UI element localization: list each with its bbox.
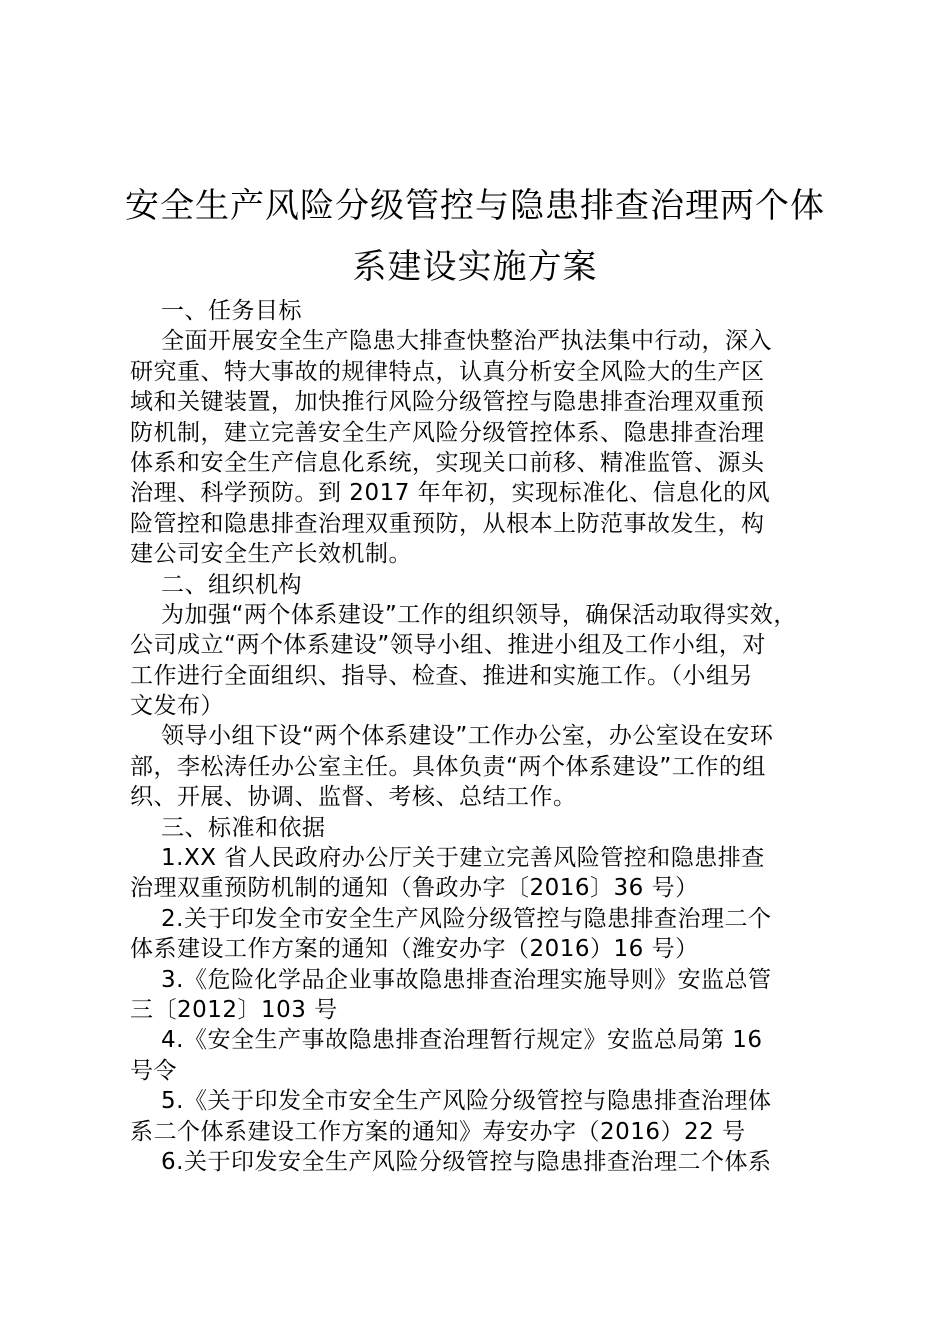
paragraph-line: 治理、科学预防。到 2017 年年初，实现标准化、信息化的风 <box>130 480 771 507</box>
paragraph-line: 公司成立“两个体系建设”领导小组、推进小组及工作小组，对 <box>130 632 766 659</box>
paragraph-line: 文发布） <box>130 693 224 720</box>
reference-item-continued: 三〔2012〕103 号 <box>130 996 338 1023</box>
reference-item: 5.《关于印发全市安全生产风险分级管控与隐患排查治理体 <box>161 1088 772 1115</box>
reference-item: 4.《安全生产事故隐患排查治理暂行规定》安监总局第 16 <box>161 1027 763 1054</box>
document-title-line-1: 安全生产风险分级管控与隐患排查治理两个体 <box>125 186 825 226</box>
reference-item: 3.《危险化学品企业事故隐患排查治理实施导则》安监总管 <box>161 966 772 993</box>
reference-item-continued: 系二个体系建设工作方案的通知》寿安办字（2016）22 号 <box>130 1118 746 1145</box>
reference-item-continued: 治理双重预防机制的通知（鲁政办字〔2016〕36 号） <box>130 875 699 902</box>
paragraph-line: 研究重、特大事故的规律特点，认真分析安全风险大的生产区 <box>130 358 765 385</box>
paragraph-line: 织、开展、协调、监督、考核、总结工作。 <box>130 784 577 811</box>
reference-item: 2.关于印发全市安全生产风险分级管控与隐患排查治理二个 <box>161 905 772 932</box>
paragraph-line: 险管控和隐患排查治理双重预防，从根本上防范事故发生，构 <box>130 510 765 537</box>
paragraph-line: 域和关键装置，加快推行风险分级管控与隐患排查治理双重预 <box>130 389 765 416</box>
paragraph-line: 工作进行全面组织、指导、检查、推进和实施工作。（小组另 <box>130 662 753 689</box>
section-heading-organization: 二、组织机构 <box>161 571 302 598</box>
paragraph-line: 防机制，建立完善安全生产风险分级管控体系、隐患排查治理 <box>130 419 765 446</box>
section-heading-standards: 三、标准和依据 <box>161 814 326 841</box>
paragraph-line: 领导小组下设“两个体系建设”工作办公室，办公室设在安环 <box>161 723 774 750</box>
paragraph-line: 体系和安全生产信息化系统，实现关口前移、精准监管、源头 <box>130 449 765 476</box>
document-title-line-2: 系建设实施方案 <box>352 247 598 287</box>
paragraph-line: 建公司安全生产长效机制。 <box>130 541 412 568</box>
reference-item: 1.XX 省人民政府办公厅关于建立完善风险管控和隐患排查 <box>161 845 765 872</box>
reference-item-continued: 号令 <box>130 1057 177 1084</box>
document-body <box>130 296 830 1177</box>
paragraph-line: 部，李松涛任办公室主任。具体负责“两个体系建设”工作的组 <box>130 753 766 780</box>
paragraph-line: 全面开展安全生产隐患大排查快整治严执法集中行动，深入 <box>161 328 772 355</box>
reference-item: 6.关于印发安全生产风险分级管控与隐患排查治理二个体系 <box>161 1148 772 1175</box>
section-heading-task-goal: 一、任务目标 <box>161 298 302 324</box>
reference-item-continued: 体系建设工作方案的通知（潍安办字（2016）16 号） <box>130 936 699 963</box>
paragraph-line: 为加强“两个体系建设”工作的组织领导，确保活动取得实效， <box>161 601 797 628</box>
